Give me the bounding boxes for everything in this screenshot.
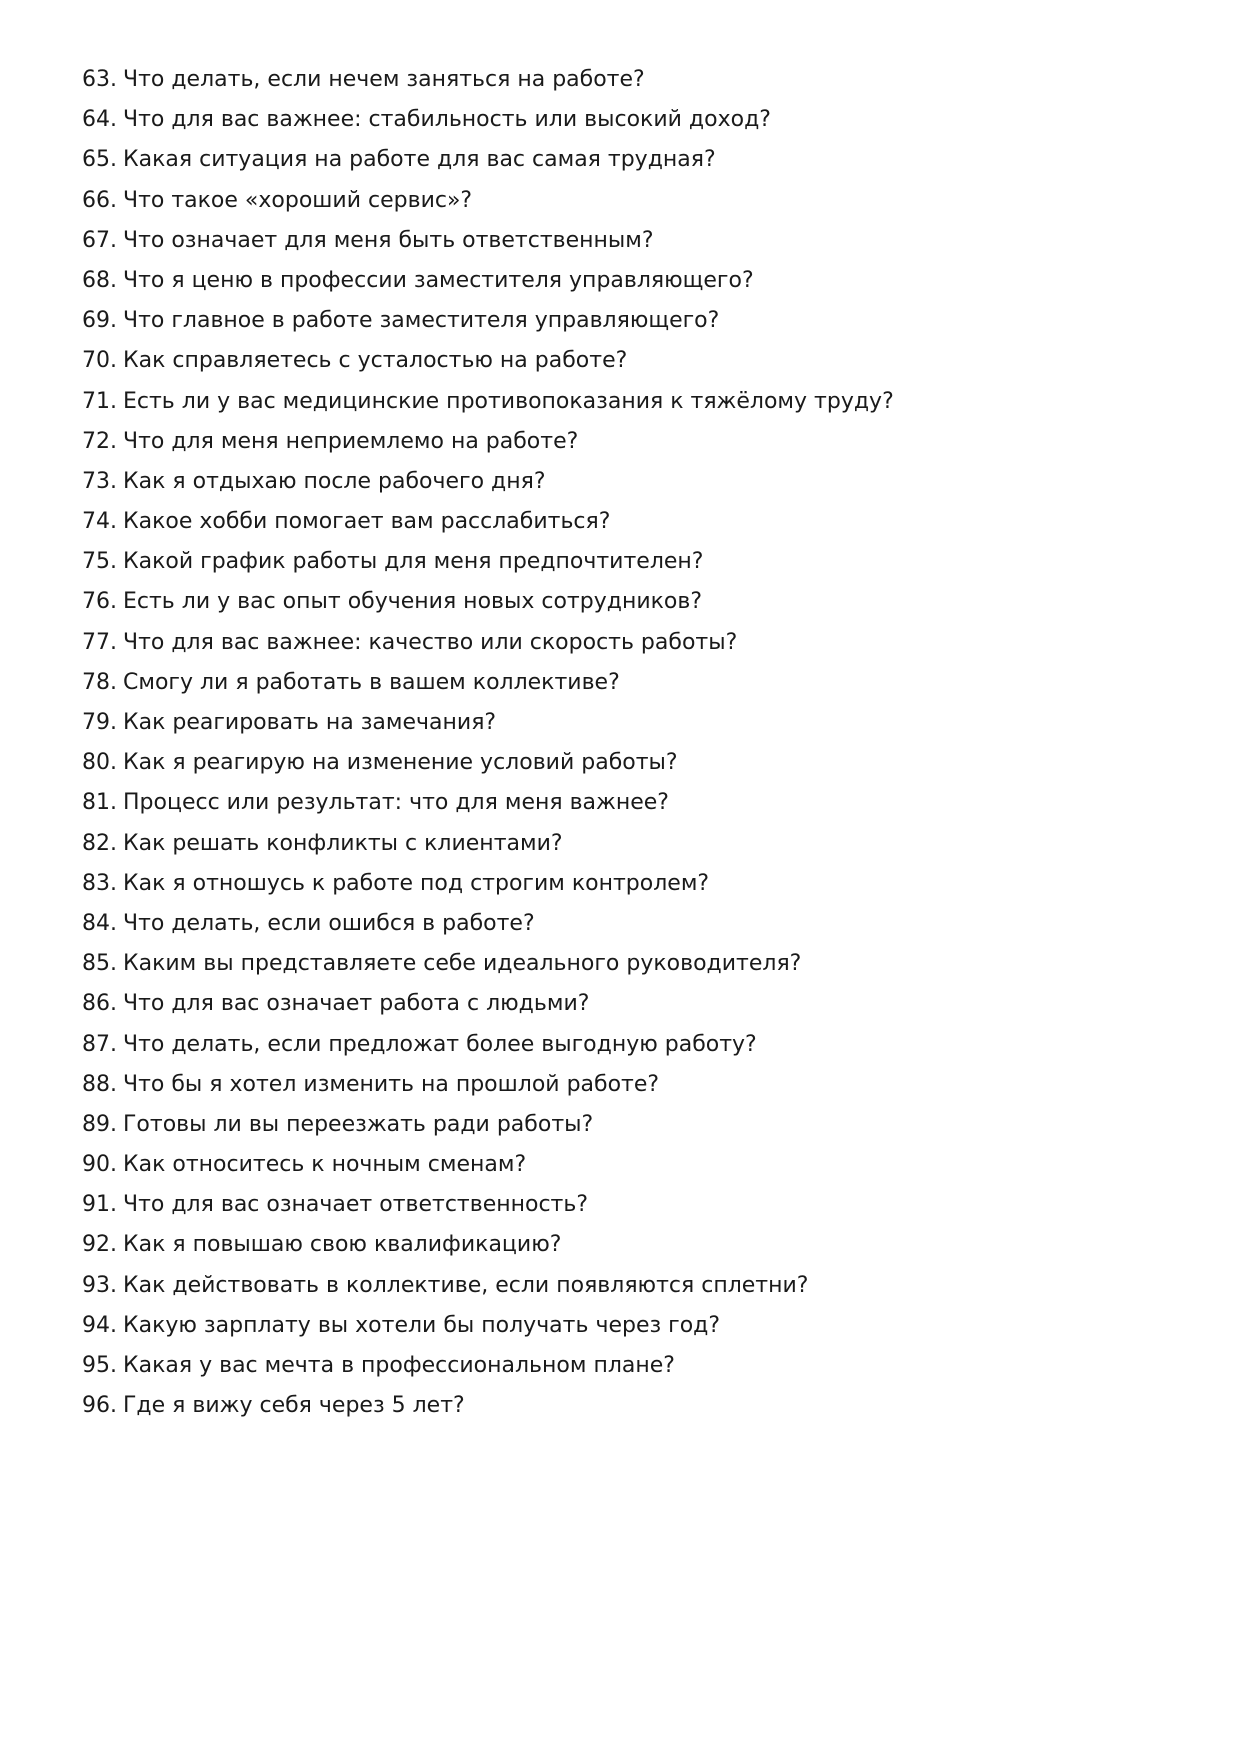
question-text: Какая у вас мечта в профессиональном плане? bbox=[123, 1353, 675, 1378]
question-number: 71. bbox=[82, 388, 117, 414]
list-item bbox=[82, 221, 1182, 261]
question-text: Что бы я хотел изменить на прошлой работе? bbox=[123, 1071, 660, 1097]
question-text: Как действовать в коллективе, если появляются сплетни? bbox=[123, 1272, 809, 1298]
list-item bbox=[82, 1105, 1182, 1145]
list-item bbox=[82, 422, 1182, 462]
list-item bbox=[82, 623, 1182, 663]
question-number: 84. bbox=[82, 910, 117, 936]
list-item bbox=[82, 341, 1182, 381]
question-number: 76. bbox=[82, 589, 117, 615]
question-text: Как я отдыхаю после рабочего дня? bbox=[123, 468, 546, 494]
question-number: 85. bbox=[82, 951, 117, 977]
question-number: 66. bbox=[82, 187, 117, 213]
question-number: 63. bbox=[82, 67, 117, 92]
question-text: Как я реагирую на изменение условий работы? bbox=[123, 750, 678, 776]
question-text: Как справляетесь с усталостью на работе? bbox=[123, 348, 628, 374]
list-item bbox=[82, 382, 1182, 422]
question-number: 87. bbox=[82, 1031, 117, 1057]
list-item bbox=[82, 301, 1182, 341]
question-number: 83. bbox=[82, 870, 117, 896]
question-text: Что для вас важнее: качество или скорость работы? bbox=[123, 629, 738, 655]
list-item bbox=[82, 542, 1182, 582]
question-number: 64. bbox=[82, 107, 117, 133]
question-number: 73. bbox=[82, 468, 117, 494]
list-item bbox=[82, 1266, 1182, 1306]
list-item bbox=[82, 743, 1182, 783]
question-text: Какую зарплату вы хотели бы получать через год? bbox=[123, 1312, 721, 1338]
list-item bbox=[82, 1386, 1182, 1426]
question-number: 72. bbox=[82, 428, 117, 454]
list-item bbox=[82, 783, 1182, 823]
question-text: Что означает для меня быть ответственным? bbox=[123, 227, 654, 253]
list-item bbox=[82, 663, 1182, 703]
list-item bbox=[82, 904, 1182, 944]
list-item bbox=[82, 100, 1182, 140]
list-item bbox=[82, 864, 1182, 904]
question-number: 95. bbox=[82, 1353, 117, 1378]
question-text: Что для вас означает работа с людьми? bbox=[123, 991, 590, 1017]
question-number: 89. bbox=[82, 1111, 117, 1137]
question-text: Что для меня неприемлемо на работе? bbox=[123, 428, 579, 454]
question-text: Что делать, если ошибся в работе? bbox=[123, 910, 535, 936]
question-text: Что для вас означает ответственность? bbox=[123, 1192, 589, 1218]
question-number: 77. bbox=[82, 629, 117, 655]
list-item bbox=[82, 1346, 1182, 1386]
question-number: 88. bbox=[82, 1071, 117, 1097]
question-text: Как относитесь к ночным сменам? bbox=[123, 1152, 527, 1178]
question-text: Как реагировать на замечания? bbox=[123, 710, 497, 735]
list-item bbox=[82, 824, 1182, 864]
question-number: 79. bbox=[82, 710, 117, 735]
question-text: Что такое «хороший сервис»? bbox=[123, 187, 473, 213]
question-text: Каким вы представляете себе идеального руководителя? bbox=[123, 951, 802, 977]
question-number: 78. bbox=[82, 669, 117, 695]
question-number: 96. bbox=[82, 1393, 117, 1419]
list-item bbox=[82, 703, 1182, 743]
question-number: 93. bbox=[82, 1272, 117, 1298]
question-text: Есть ли у вас опыт обучения новых сотрудников? bbox=[123, 589, 703, 615]
question-number: 75. bbox=[82, 549, 117, 575]
list-item bbox=[82, 462, 1182, 502]
list-item bbox=[82, 984, 1182, 1024]
question-text: Процесс или результат: что для меня важнее? bbox=[123, 790, 669, 816]
question-text: Смогу ли я работать в вашем коллективе? bbox=[123, 669, 620, 695]
list-item bbox=[82, 1145, 1182, 1185]
question-number: 68. bbox=[82, 267, 117, 293]
list-item bbox=[82, 1025, 1182, 1065]
question-number: 65. bbox=[82, 147, 117, 173]
question-number: 80. bbox=[82, 750, 117, 776]
list-item bbox=[82, 502, 1182, 542]
question-number: 69. bbox=[82, 308, 117, 334]
question-number: 70. bbox=[82, 348, 117, 374]
question-number: 81. bbox=[82, 790, 117, 816]
list-item bbox=[82, 582, 1182, 622]
list-item bbox=[82, 1185, 1182, 1225]
question-number: 82. bbox=[82, 830, 117, 856]
question-text: Есть ли у вас медицинские противопоказания к тяжёлому труду? bbox=[123, 388, 894, 414]
question-text: Что главное в работе заместителя управляющего? bbox=[123, 308, 720, 334]
question-text: Что делать, если предложат более выгодную работу? bbox=[123, 1031, 757, 1057]
list-item bbox=[82, 261, 1182, 301]
list-item bbox=[82, 1065, 1182, 1105]
list-item bbox=[82, 140, 1182, 180]
question-text: Готовы ли вы переезжать ради работы? bbox=[123, 1111, 594, 1137]
list-item bbox=[82, 60, 1182, 100]
question-number: 67. bbox=[82, 227, 117, 253]
question-number: 90. bbox=[82, 1152, 117, 1178]
question-text: Что делать, если нечем заняться на работе? bbox=[123, 67, 645, 92]
question-number: 86. bbox=[82, 991, 117, 1017]
list-item bbox=[82, 1225, 1182, 1265]
question-number: 94. bbox=[82, 1312, 117, 1338]
question-text: Какое хобби помогает вам расслабиться? bbox=[123, 509, 611, 535]
question-number: 91. bbox=[82, 1192, 117, 1218]
question-text: Какая ситуация на работе для вас самая трудная? bbox=[123, 147, 716, 173]
question-text: Как решать конфликты с клиентами? bbox=[123, 830, 563, 856]
question-number: 74. bbox=[82, 509, 117, 535]
question-text: Как я повышаю свою квалификацию? bbox=[123, 1232, 562, 1258]
question-text: Где я вижу себя через 5 лет? bbox=[123, 1393, 465, 1419]
question-text: Какой график работы для меня предпочтителен? bbox=[123, 549, 704, 575]
list-item bbox=[82, 181, 1182, 221]
question-text: Что для вас важнее: стабильность или высокий доход? bbox=[123, 107, 771, 133]
question-text: Что я ценю в профессии заместителя управляющего? bbox=[123, 267, 754, 293]
question-text: Как я отношусь к работе под строгим контролем? bbox=[123, 870, 710, 896]
question-number: 92. bbox=[82, 1232, 117, 1258]
list-item bbox=[82, 944, 1182, 984]
list-item bbox=[82, 1306, 1182, 1346]
question-list bbox=[82, 60, 1182, 1426]
